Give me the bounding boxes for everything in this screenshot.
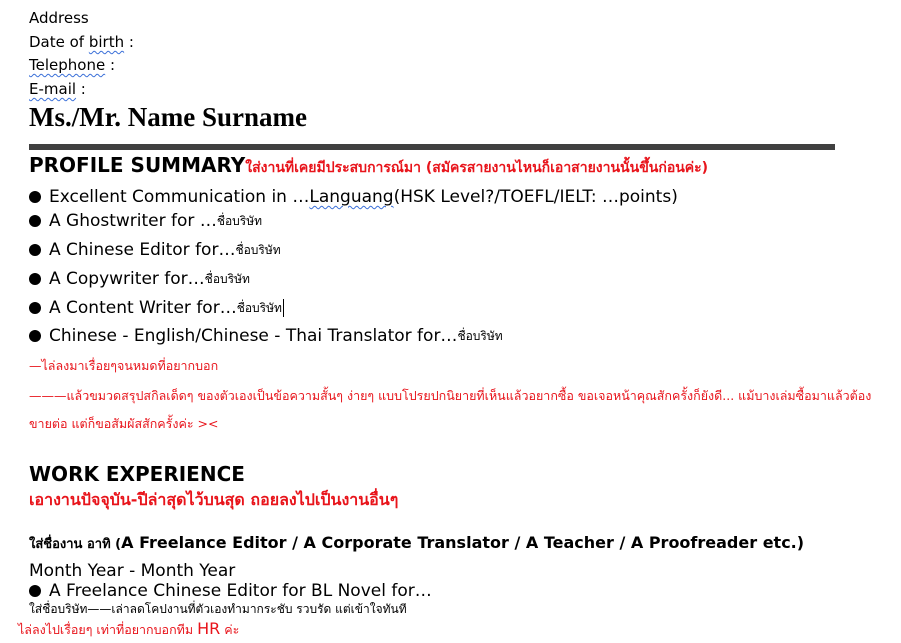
address-label: Address (29, 9, 89, 27)
work-experience-heading: WORK EXPERIENCE (29, 462, 245, 486)
email-label (29, 80, 86, 98)
profile-red-note: —ไล่ลงมาเรื่อยๆจนหมดที่อยากบอก (29, 358, 219, 373)
profile-item (29, 268, 250, 290)
hr-note (18, 620, 239, 639)
telephone-label (29, 56, 115, 74)
bullet-icon (29, 273, 41, 285)
profile-item-company: ชื่อบริษัท (216, 214, 263, 228)
profile-item-text: Excellent Communication in … (49, 187, 310, 207)
dob-prefix: Date of (29, 33, 89, 51)
profile-item (29, 186, 678, 208)
profile-item (29, 297, 284, 319)
profile-item-text: A Ghostwriter for … (49, 211, 217, 231)
heading-rule (29, 144, 835, 150)
bullet-icon (29, 191, 41, 203)
person-name: Ms./Mr. Name Surname (29, 102, 307, 132)
telephone-suffix: : (105, 56, 116, 74)
dob-word: birth (88, 33, 125, 51)
dob-label (29, 33, 134, 51)
profile-item-company: ชื่อบริษัท (204, 272, 250, 286)
profile-item (29, 239, 281, 261)
bullet-icon (29, 330, 41, 342)
job-bullet (29, 580, 432, 602)
hr-note-tail: ค่ะ (220, 622, 240, 637)
profile-item-flagged-word: Languang (309, 187, 394, 207)
dob-suffix: : (124, 33, 134, 51)
company-note: ใส่ชื่อบริษัท——เล่าลดโคปงานที่ตัวเองทำมากระชับ รวบรัด แต่เข้าใจทันที (29, 602, 407, 616)
work-experience-note: เอางานปัจจุบัน-ปีล่าสุดไว้บนสุด ถอยลงไปเป็นงานอื่นๆ (29, 490, 399, 509)
email-word: E-mail (29, 80, 77, 98)
job-title-prefix: ใส่ชื่องาน อาทิ ( (29, 537, 122, 552)
hr-note-text: ไล่ลงไปเรื่อยๆ เท่าที่อยากบอกทีม (18, 622, 198, 637)
profile-item-tail: (HSK Level?/TOEFL/IELT: …points) (393, 187, 678, 207)
profile-item-text: A Copywriter for… (49, 269, 205, 289)
bullet-icon (29, 215, 41, 227)
profile-item-text: A Chinese Editor for… (49, 240, 236, 260)
profile-item-company: ชื่อบริษัท (235, 243, 281, 257)
job-title-examples: A Freelance Editor / A Corporate Translator / A Teacher / A Proofreader etc.) (121, 533, 805, 552)
bullet-icon (29, 302, 41, 314)
profile-item (29, 210, 262, 232)
job-title-line (29, 533, 804, 555)
profile-red-note: ขายต่อ แต่ก็ขอสัมผัสสักครั้งค่ะ >< (29, 416, 219, 431)
profile-red-note: ———แล้วขมวดสรุปสกิลเด็ดๆ ของตัวเองเป็นข้อความสั้นๆ ง่ายๆ แบบโปรยปกนิยายที่เห็นแล้วอยากซื้อ ขอเจอหน้าคุณสักครั้งก็ยังดี... แม้บางเล่มซื้อมาแล้วต้อง (29, 388, 872, 403)
profile-summary-title: PROFILE SUMMARY (29, 153, 246, 177)
profile-summary-note: ใส่งานที่เคยมีประสบการณ์มา (สมัครสายงานไหนก็เอาสายงานนั้นขึ้นก่อนค่ะ) (245, 160, 709, 176)
profile-summary-heading (29, 153, 708, 180)
profile-item-company: ชื่อบริษัท (457, 329, 503, 343)
bullet-icon (29, 244, 41, 256)
profile-item-text: Chinese - English/Chinese - Thai Translator for… (49, 326, 458, 346)
job-period: Month Year - Month Year (29, 561, 236, 581)
email-suffix: : (76, 80, 86, 98)
profile-item-company: ชื่อบริษัท (236, 301, 282, 315)
text-cursor (283, 299, 284, 317)
telephone-word: Telephone (29, 56, 106, 74)
bullet-icon (29, 585, 41, 597)
profile-item (29, 325, 503, 347)
hr-word: HR (197, 619, 221, 638)
profile-item-text: A Content Writer for… (49, 298, 237, 318)
job-bullet-text: A Freelance Chinese Editor for BL Novel for… (49, 581, 432, 601)
